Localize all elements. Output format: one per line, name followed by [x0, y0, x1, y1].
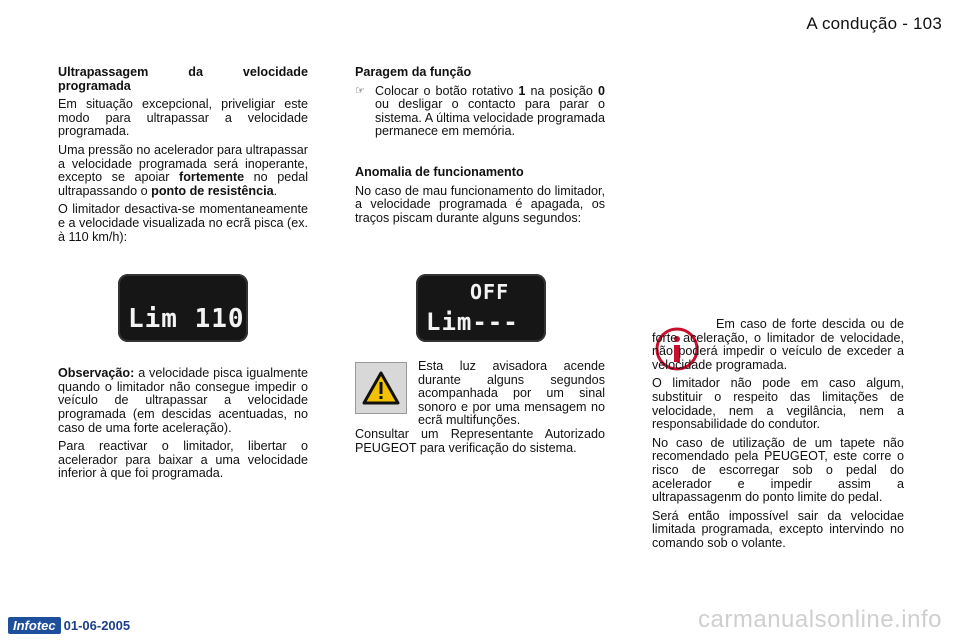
column-2 — [355, 66, 605, 230]
bold-text: fortemente — [179, 170, 245, 185]
paragraph: No caso de mau funcionamento do limitador, a velocidade programada é apagada, os traços piscam durante alguns segundos: — [355, 183, 605, 225]
footer-date: 01-06-2005 — [63, 618, 131, 633]
text: Colocar o botão rotativo — [375, 83, 514, 98]
text: ou desligar o contacto para parar o sistema. A última velocidade programada permanece em memória. — [375, 97, 605, 139]
bold-text: 1 — [518, 83, 526, 98]
lcd-dashes-text: Lim--- — [426, 308, 519, 336]
speed-display-lim-110 — [118, 274, 248, 342]
warning-triangle-icon — [355, 362, 407, 414]
watermark: carmanualsonline.info — [698, 606, 942, 633]
section-title: A condução — [806, 14, 898, 33]
text: no pedal ultrapassando o — [58, 170, 309, 198]
paragraph: O limitador desactiva-se momentaneamente e a velocidade visualizada no ecrã pisca (ex. à 110 km/h): — [58, 202, 308, 244]
note-paragraph — [58, 367, 308, 435]
note-label: Observação: — [58, 366, 135, 381]
lcd-text: Lim 110 — [128, 304, 245, 334]
heading-stop-function: Paragem da função — [355, 65, 472, 79]
paragraph: Consultar um Representante Autorizado PEUGEOT para verificação do sistema. — [355, 427, 605, 455]
heading-overtaking: Ultrapassagem da velocidade programada — [58, 65, 308, 93]
pointing-hand-icon: ☞ — [355, 84, 365, 97]
paragraph: Será então impossível sair da velocidae limitada programada, excepto intervindo no comando sob o volante. — [652, 508, 904, 550]
bullet-text — [375, 85, 605, 139]
speed-display-off — [416, 274, 546, 342]
paragraph: No caso de utilização de um tapete não recomendado pela PEUGEOT, este corre o risco de escorregar sob o pedal do acelerador e impedir assim a ultrapassagenm do ponto limite do pedal. — [652, 435, 904, 505]
info-text: Em caso de forte descida ou de forte aceleração, o limitador de velocidade, não poderá impedir o veículo de exceder a velocidade programada. — [652, 317, 904, 372]
bullet-item — [355, 85, 605, 139]
text: na posição — [530, 83, 593, 98]
page-number: 103 — [913, 14, 942, 33]
heading-malfunction: Anomalia de funcionamento — [355, 164, 524, 179]
footer — [8, 617, 130, 634]
header-separator: - — [902, 14, 909, 33]
page-header — [806, 14, 942, 34]
bold-text: 0 — [597, 83, 605, 98]
paragraph: O limitador não pode em caso algum, substituir o respeito das limitações de velocidade, nem a vegilância, nem a responsabilidade do condutor. — [652, 376, 904, 432]
info-text-block — [652, 318, 904, 556]
paragraph: Em situação excepcional, priveligiar este modo para ultrapassar a velocidade programada. — [58, 97, 308, 139]
paragraph — [58, 144, 308, 198]
text: Uma pressão no acelerador para ultrapassar a velocidade programada será inoperante, excepto se apoiar — [58, 142, 308, 185]
lcd-off-text: OFF — [470, 280, 510, 304]
note-text: a velocidade pisca igualmente quando o limitador não consegue impedir o veículo de ultrapassar a velocidade programada (em descidas acentuadas, no caso de uma forte aceleração). — [58, 366, 309, 435]
paragraph: Para reactivar o limitador, libertar o acelerador para baixar a uma velocidade inferior à que foi programada. — [58, 439, 308, 481]
bold-text: ponto de resistência — [151, 183, 274, 198]
warning-light-text: Esta luz avisadora acende durante alguns segundos acompanhada por um sinal sonoro e por uma mensagem no ecrã multifunções. — [418, 359, 605, 428]
infotec-logo: Infotec — [8, 617, 61, 634]
spacer — [355, 144, 605, 166]
text: . — [273, 183, 278, 198]
